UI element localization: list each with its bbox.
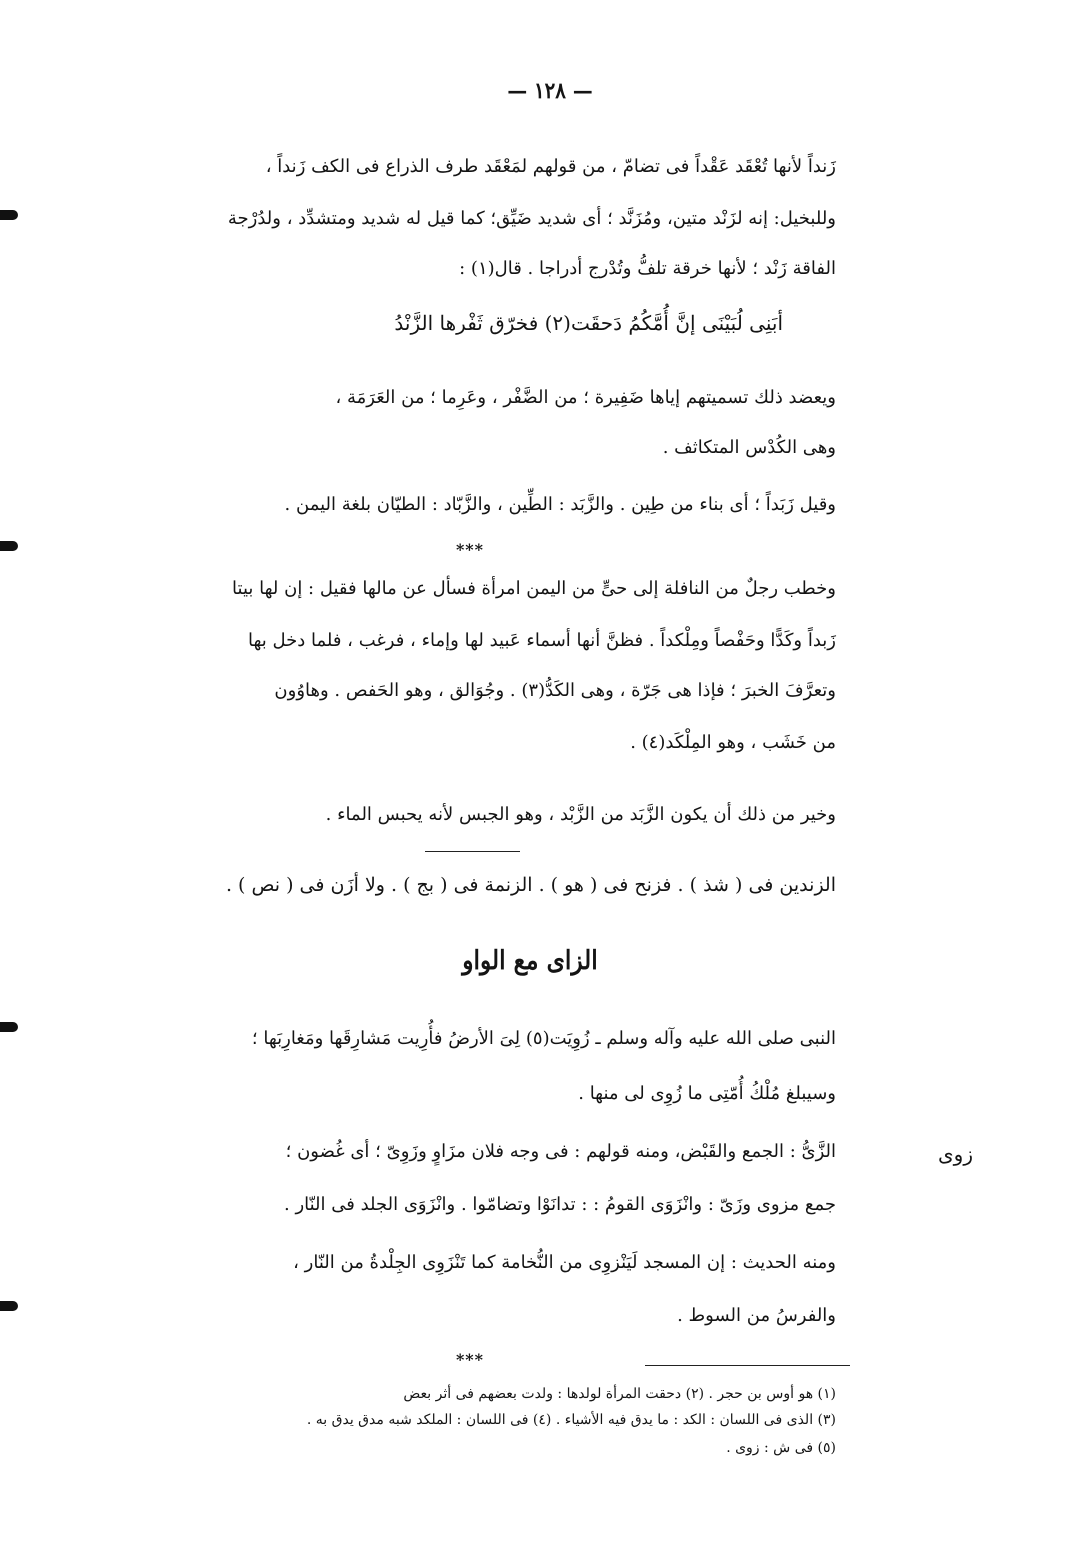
text-line: والفرسُ من السوط . [677,1305,836,1326]
text-line: النبى صلى الله عليه وآله وسلم ـ زُوِيَت(٥) لِىَ الأرضُ فأُرِيت مَشارِقَها ومَغارِبَها ؛ [251,1028,836,1049]
page-number: — ١٢٨ — [507,78,593,104]
section-heading: الزاى مع الواو [462,946,598,976]
text-line: ويعضد ذلك تسميتهم إياها ضَفِيرة ؛ من الضَّفْر ، وعَرِما ؛ من العَرَمَة ، [335,387,836,408]
footnote: (٣) الذى فى اللسان : الكد : ما يدق فيه الأشياء . (٤) فى اللسان : الملكد شبه مدق يدق به . [306,1412,836,1428]
text-line: وخير من ذلك أن يكون الزَّبَد من الزَّبْد ، وهو الجبس لأنه يحبس الماء . [325,804,836,825]
text-line: وخطب رجلٌ من النافلة إلى حىٍّ من اليمن امرأة فسأل عن مالها فقيل : إن لها بيتا [232,578,836,599]
text-line: وسيبلغ مُلْكُ أُمّتِى ما زُوِى لى منها . [578,1083,836,1104]
edge-mark [0,210,18,220]
text-line: وقيل زَبَداً ؛ أى بناء من طِين . والزَّبَد : الطِّين ، والزَّبّاد : الطيّان بلغة اليمن . [284,494,836,515]
text-line: زَنداً لأنها تُعْقَد عَقْداً فى تضامّ ، من قولهم لمَعْقَد طرف الذراع فى الكف زَنداً ، [265,156,836,177]
edge-mark [0,1022,18,1032]
footnote: (٥) فى ش : زوى . [726,1440,836,1456]
text-line: جمع مزوى وزَىّ : وانْزَوَى القومُ : : تدانَوْا وتضامّوا . وانْزَوَى الجلد فى النّار . [284,1194,836,1215]
verse-line: أبَنِى لُبَيْنَى إنَّ أُمَّكُمُ دَحقَت(٢) فخرّق ثَفْرها الزَّنْدُ [394,311,783,335]
footnote-rule [645,1365,850,1366]
text-line: الفاقة زَنْد ؛ لأنها خرقة تلفُّ وتُدْرج أدراجا . قال(١) : [459,258,836,279]
text-line: الزَّىُّ : الجمع والقَبْض، ومنه قولهم : فى وجه فلان مزَاوٍ وزَوِىّ ؛ أى غُضون ؛ [285,1141,836,1162]
cross-reference-line: الزندين فى ( شذ ) . فزنح فى ( هو ) . الزنمة فى ( بج ) . ولا أزَن فى ( نص ) . [225,874,836,896]
edge-mark [0,1301,18,1311]
margin-root-word: زوى [938,1142,973,1166]
short-rule [425,851,520,852]
text-line: وتعرَّفَ الخبرَ ؛ فإذا هى جَرّة ، وهى الكَدُّ(٣) . وجُوَالق ، وهو الحَفص . وهاوُون [274,680,836,701]
text-line: وهى الكُدْس المتكاثف . [662,437,836,458]
text-line: زَبداً وكَدًّا وحَفْصاً ومِلْكداً . فظنَّ أنها أسماء عَبيد لها وإماء ، فرغب ، فلما دخل بها [248,630,836,651]
separator-stars: *** [455,540,485,559]
text-line: ومنه الحديث : إن المسجد لَيَنْزوِى من النُّخامة كما تَنْزَوِى الجِلْدةُ من النّار ، [293,1252,836,1273]
text-line: وللبخيل: إنه لزَنْد متين، ومُزَنَّد ؛ أى شديد ضَيِّق؛ كما قيل له شديد ومتشدِّد ، ولدُرْجة [227,208,836,229]
footnote: (١) هو أوس بن حجر . (٢) دحقت المرأة لولدها : ولدت بعضهم فى أثر بعض [403,1386,836,1402]
text-line: من خَشَب ، وهو المِلْكَد(٤) . [630,732,836,753]
separator-stars: *** [455,1350,485,1369]
